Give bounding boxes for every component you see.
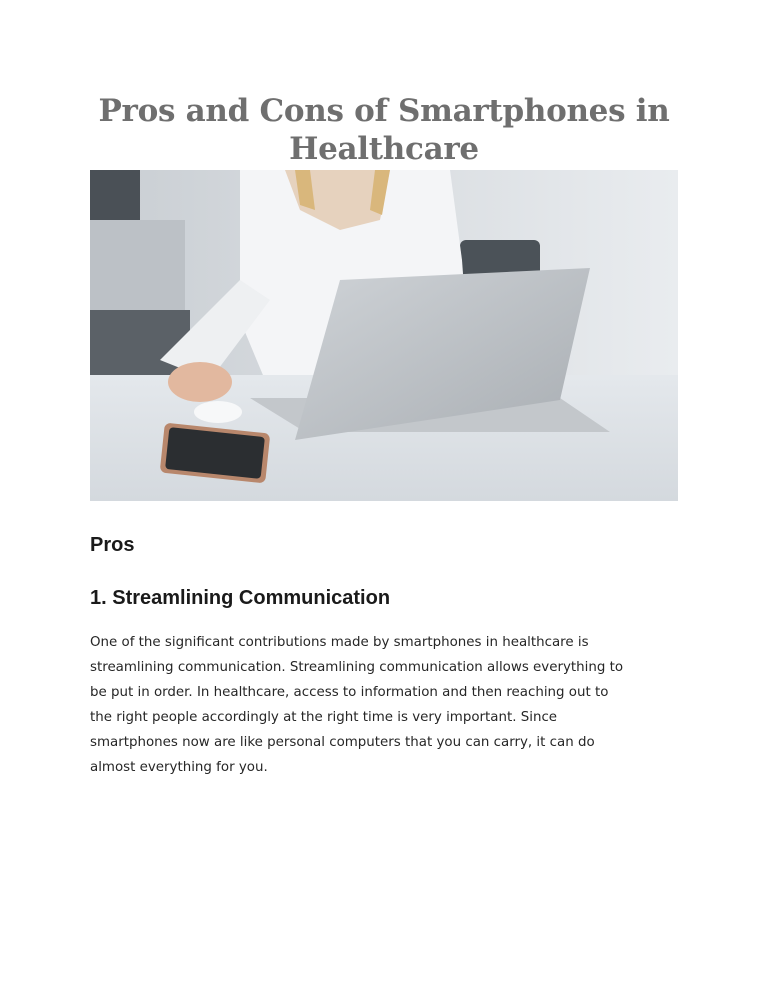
document-title: Pros and Cons of Smartphones in Healthcare	[98, 93, 670, 167]
paragraph-line: be put in order. In healthcare, access to information and then reaching out to	[90, 685, 609, 700]
hero-photo	[90, 170, 678, 501]
subsection-heading: 1. Streamlining Communication	[90, 587, 391, 609]
body-paragraph	[90, 630, 680, 780]
paragraph-line: the right people accordingly at the right time is very important. Since	[90, 710, 558, 725]
section-heading-pros: Pros	[90, 534, 135, 556]
paragraph-line: One of the significant contributions made by smartphones in healthcare is	[90, 635, 589, 650]
paragraph-line: streamlining communication. Streamlining communication allows everything to	[90, 660, 624, 675]
paragraph-line: smartphones now are like personal computers that you can carry, it can do	[90, 735, 595, 750]
paragraph-line: almost everything for you.	[90, 760, 268, 775]
